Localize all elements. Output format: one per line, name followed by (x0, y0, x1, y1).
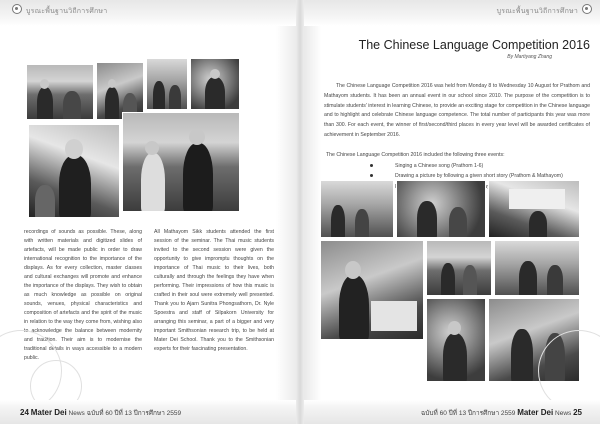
left-page-number: 24 (20, 408, 29, 417)
left-photo-3 (146, 58, 188, 110)
left-photo-1 (26, 64, 94, 120)
left-photo-5 (28, 124, 120, 218)
left-column-1: recordings of sounds as possible. These, along with written materials and digitized slides of artefacts, will be made public in order to draw international recognition to the importance of the displays. As for every collection, master classes and cultural exchanges will promote and enhance the importance of the displays. They wish to obtain as much knowledge as possible on original sounds, venues, physical characteristics and composition of artefacts and the spirit of the music in relation to the way they come from, wishing also to acknowledge the balance between modernity and tradition. Their aim is to modernise the traditional details in ways accessible to a modern public. (24, 229, 142, 361)
school-logo-icon (582, 4, 592, 14)
left-magazine-name: Mater Dei (30, 408, 67, 417)
right-photo-1 (320, 180, 394, 238)
left-header-text: บูรณะพื้นฐานวิถีการศึกษา (26, 8, 108, 15)
right-issue-text: ฉบับที่ 60 ปีที่ 13 ปีการศึกษา 2559 (420, 410, 516, 417)
right-photo-4 (320, 240, 424, 340)
events-intro: The Chinese Language Competition 2016 included the following three events: (326, 152, 505, 158)
page-spine (296, 0, 304, 424)
intro-text: The Chinese Language Competition 2016 was held from Monday 8 to Wednesday 10 August for Prathom and Mathayom students. It has been an annual event in our school since 2010. The purpose of the competition is to stimulate students' interest in learning Chinese, to provide an exciting stage for competition in the Chinese language and to highlight and celebrate Chinese language competence. The total number of participants this year was more than 300. For each event, the winner of first/second/third places in every year level will be awarded certificates of achievement in September 2016. (324, 83, 590, 138)
article-title: The Chinese Language Competition 2016 (358, 38, 590, 52)
right-footer (421, 408, 582, 418)
event-item: Drawing a picture by following a given short story (Prathom & Mathayom) (370, 171, 570, 182)
left-photo-6 (122, 112, 240, 212)
right-photo-5 (426, 240, 492, 296)
right-photo-2 (396, 180, 486, 238)
right-header-text: บูรณะพื้นฐานวิถีการศึกษา (496, 8, 578, 15)
right-page-number: 25 (573, 408, 582, 417)
left-issue-text: News ฉบับที่ 60 ปีที่ 13 ปีการศึกษา 2559 (68, 410, 182, 417)
left-photo-4 (190, 58, 240, 110)
right-magazine-name: Mater Dei (517, 408, 554, 417)
left-footer (20, 408, 181, 418)
right-page (300, 0, 600, 424)
right-photo-7 (426, 298, 486, 382)
article-byline: By Martiyang Zhang (507, 54, 552, 60)
right-photo-3 (488, 180, 580, 238)
article-intro (324, 82, 590, 141)
bullet-icon (370, 164, 373, 167)
school-logo-icon (12, 4, 22, 14)
bullet-icon (370, 174, 373, 177)
right-photo-6 (494, 240, 580, 296)
event-item: Singing a Chinese song (Prathom 1-6) (370, 161, 570, 172)
right-news-word: News (555, 410, 572, 417)
left-column-2: All Mathayom Sikk students attended the first session of the seminar. The Thai music students invited to the second session were given the opportunity to give impromptu thoughts on the importance of Thai music to their lives, both culturally and through the feelings they have when performing. Their impressions of how this music is crafted in their soul were extremely well presented. Thank you to Ajarn Sunitra Phongsathorn, Dr. Nyle Spoestra and staff of Silpakorn University for arranging this seminar, a part of a bigger and very important Smithsonian research trip, to be held at Mater Dei School. Thank you to the Smithsonian experts for their fascinating presentation. (154, 229, 274, 352)
